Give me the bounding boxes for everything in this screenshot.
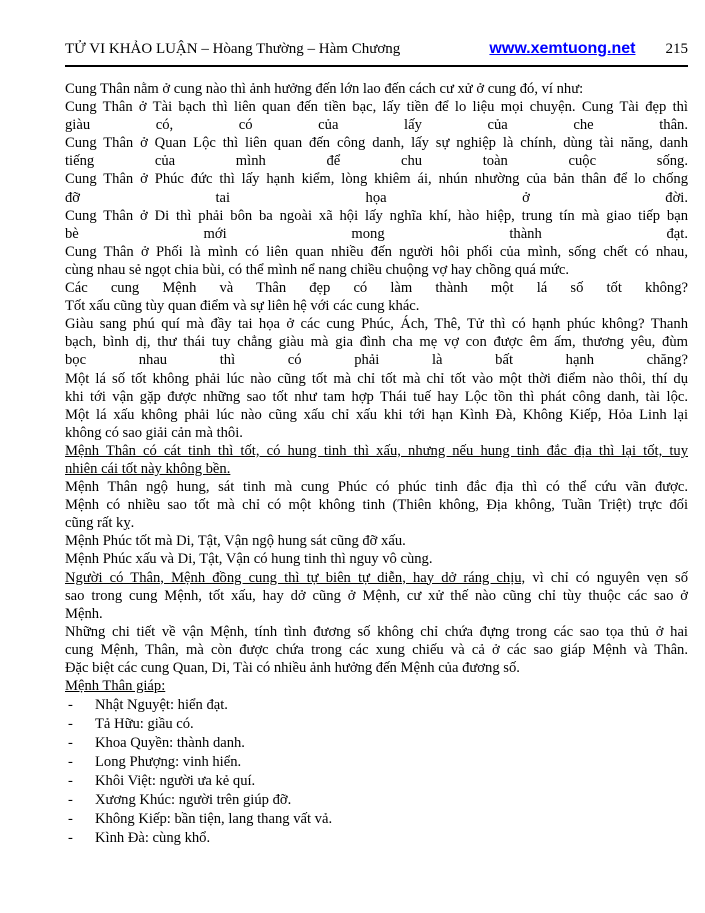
text-line bbox=[65, 605, 688, 623]
text-line bbox=[65, 659, 688, 677]
plain-text: Cung Thân ở Phối là mình có liên quan nhiều đến người hôi phối của mình, sống chết có nhau, bbox=[65, 243, 688, 260]
text-line bbox=[65, 641, 688, 659]
list-item bbox=[65, 810, 688, 829]
website-link[interactable]: www.xemtuong.net bbox=[489, 40, 636, 57]
list-marker: - bbox=[68, 753, 73, 770]
list-item bbox=[65, 753, 688, 772]
list-item-text: Nhật Nguyệt: hiển đạt. bbox=[95, 697, 228, 714]
text-line bbox=[65, 677, 688, 695]
plain-text: cùng nhau sẻ ngọt chia bùi, có thể mình nể nang chiều chuộng vợ hay chồng quá mức. bbox=[65, 261, 569, 278]
text-line bbox=[65, 134, 688, 152]
text-line bbox=[65, 388, 688, 406]
plain-text: Cung Thân ở Tài bạch thì liên quan đến tiền bạc, lấy tiền để lo liệu mọi chuyện. Cung Tài đẹp thì bbox=[65, 99, 688, 116]
text-line bbox=[65, 496, 688, 514]
text-line bbox=[65, 170, 688, 188]
underlined-text: Người có Thân, Mệnh đồng cung thì tự biên tự diễn, hay dở ráng chịu, bbox=[65, 569, 526, 586]
plain-text: đỡ tai họa ở đời. bbox=[65, 189, 688, 206]
page-header bbox=[65, 40, 688, 58]
bullet-list bbox=[65, 696, 688, 847]
plain-text: Đặc biệt các cung Quan, Di, Tài có nhiều ảnh hưởng đến Mệnh của đương số. bbox=[65, 660, 520, 676]
plain-text: Cung Thân ở Di thì phải bôn ba ngoài xã hội lấy nghĩa khí, hào hiệp, trung tín mà giao tiếp bạn bbox=[65, 207, 688, 224]
text-line bbox=[65, 514, 688, 532]
text-line bbox=[65, 351, 688, 369]
text-line bbox=[65, 424, 688, 442]
text-line bbox=[65, 98, 688, 116]
text-line bbox=[65, 587, 688, 605]
list-marker: - bbox=[68, 810, 73, 827]
list-item bbox=[65, 696, 688, 715]
list-marker: - bbox=[68, 829, 73, 846]
text-line bbox=[65, 370, 688, 388]
list-item-text: Xương Khúc: người trên giúp đỡ. bbox=[95, 791, 292, 808]
list-item-text: Không Kiếp: bần tiện, lang thang vất vả. bbox=[95, 810, 333, 827]
text-line bbox=[65, 532, 688, 550]
plain-text: Cung Thân ở Phúc đức thì lấy hạnh kiểm, lòng khiêm ái, nhún nhường của bản thân để lo chống bbox=[65, 171, 688, 188]
plain-text: vì chỉ có nguyên vẹn số bbox=[525, 569, 689, 586]
plain-text: bạch, bình dị, thư thái tuy chẳng giàu mà gia đình cha mẹ vợ con được êm ấm, thương yêu, đùm bbox=[65, 334, 688, 351]
plain-text: tiếng của mình để chu toàn cuộc sống. bbox=[65, 153, 688, 170]
list-item-text: Tả Hữu: giầu có. bbox=[95, 716, 194, 733]
text-line bbox=[65, 189, 688, 207]
list-item bbox=[65, 715, 688, 734]
plain-text: cũng rất kỵ. bbox=[65, 515, 135, 532]
text-line bbox=[65, 406, 688, 424]
list-item bbox=[65, 772, 688, 791]
plain-text: Mệnh. bbox=[65, 605, 103, 622]
text-line bbox=[65, 460, 688, 478]
page-number: 215 bbox=[665, 41, 688, 57]
list-marker: - bbox=[68, 791, 73, 808]
list-item bbox=[65, 734, 688, 753]
text-line bbox=[65, 261, 688, 279]
plain-text: Cung Thân nằm ở cung nào thì ảnh hưởng đến lớn lao đến cách cư xử ở cung đó, ví như: bbox=[65, 81, 584, 97]
text-line bbox=[65, 569, 688, 587]
underlined-text: Mệnh Thân giáp: bbox=[65, 678, 166, 695]
list-marker: - bbox=[68, 735, 73, 751]
text-line bbox=[65, 279, 688, 297]
text-line bbox=[65, 333, 688, 351]
text-line bbox=[65, 297, 688, 315]
plain-text: bọc nhau thì có phải là bất hạnh chăng? bbox=[65, 352, 688, 369]
list-item-text: Kình Đà: cùng khổ. bbox=[95, 829, 211, 846]
plain-text: Những chi tiết về vận Mệnh, tính tình đương số không chỉ chứa đựng trong các sao tọa thủ ở hai bbox=[65, 623, 688, 640]
plain-text: Mệnh Phúc tốt mà Di, Tật, Vận ngộ hung sát cũng đỡ xấu. bbox=[65, 533, 406, 550]
text-line bbox=[65, 225, 688, 243]
list-item bbox=[65, 791, 688, 810]
list-item-text: Long Phượng: vinh hiển. bbox=[95, 753, 242, 770]
header-divider bbox=[65, 65, 688, 67]
plain-text: bè mới mong thành đạt. bbox=[65, 225, 688, 242]
plain-text: không có sao giải cản mà thôi. bbox=[65, 424, 243, 441]
text-line bbox=[65, 207, 688, 225]
text-line bbox=[65, 80, 688, 98]
text-line bbox=[65, 550, 688, 568]
text-content bbox=[65, 80, 688, 695]
plain-text: Mệnh có nhiều sao tốt mà chỉ có một không tinh (Thiên không, Địa không, Tuần Triệt) trực đối bbox=[65, 497, 688, 514]
plain-text: Mệnh Thân ngộ hung, sát tinh mà cung Phúc có phúc tinh đắc địa thì có thể cứu vãn được. bbox=[65, 479, 688, 496]
text-line bbox=[65, 623, 688, 641]
page-body bbox=[65, 80, 688, 847]
text-line bbox=[65, 152, 688, 170]
plain-text: Các cung Mệnh và Thân đẹp có làm thành một lá số tốt không? bbox=[65, 280, 688, 297]
plain-text: khi tới vận gặp được những sao tốt như tam hợp Thái tuế hay Lộc tồn thì phát công danh, tài lộc. bbox=[65, 388, 688, 405]
list-item-text: Khôi Việt: người ưa kẻ quí. bbox=[95, 772, 256, 789]
plain-text: Tốt xấu cũng tùy quan điểm và sự liên hệ với các cung khác. bbox=[65, 298, 420, 315]
plain-text: Mệnh Phúc xấu và Di, Tật, Vận có hung tinh thì nguy vô cùng. bbox=[65, 551, 433, 568]
plain-text: Cung Thân ở Quan Lộc thì liên quan đến công danh, lấy sự nghiệp là chính, dùng tài năng, danh bbox=[65, 135, 688, 152]
underlined-text: Mệnh Thân có cát tinh thì tốt, có hung tinh thì xấu, nhưng nếu hung tinh đắc địa thì lại tốt, tuy bbox=[65, 442, 688, 459]
list-item-text: Khoa Quyền: thành danh. bbox=[95, 735, 245, 751]
text-line bbox=[65, 116, 688, 134]
book-title: TỬ VI KHẢO LUẬN – Hòang Thường – Hàm Chương bbox=[65, 41, 401, 57]
list-marker: - bbox=[68, 772, 73, 789]
text-line bbox=[65, 478, 688, 496]
plain-text: giàu có, có của lấy của che thân. bbox=[65, 117, 688, 134]
plain-text: Một lá số tốt không phải lúc nào cũng tốt mà chỉ tốt mà chỉ tốt vào một thời điểm nào thôi, thí dụ bbox=[65, 370, 688, 387]
list-marker: - bbox=[68, 716, 73, 733]
text-line bbox=[65, 243, 688, 261]
plain-text: Một lá xấu không phải lúc nào cũng xấu chỉ xấu khi tới hạn Kình Đà, Không Kiếp, Hỏa Linh lại bbox=[65, 406, 688, 423]
plain-text: sao trong cung Mệnh, tốt xấu, hay dở cũng ở Mệnh, cư xử thế nào cũng chỉ tùy thuộc các sao ở bbox=[65, 587, 688, 604]
plain-text: cung Mệnh, Thân, mà còn được chứa trong các xung chiếu và cả ở các sao giáp Mệnh và Thân. bbox=[65, 641, 688, 658]
list-item bbox=[65, 829, 688, 848]
plain-text: Giàu sang phú quí mà đầy tai họa ở các cung Phúc, Ách, Thê, Tử thì có hạnh phúc không? Thanh bbox=[65, 316, 688, 333]
text-line bbox=[65, 315, 688, 333]
underlined-text: nhiên cái tốt này không bền. bbox=[65, 460, 231, 477]
text-line bbox=[65, 442, 688, 460]
list-marker: - bbox=[68, 697, 73, 714]
